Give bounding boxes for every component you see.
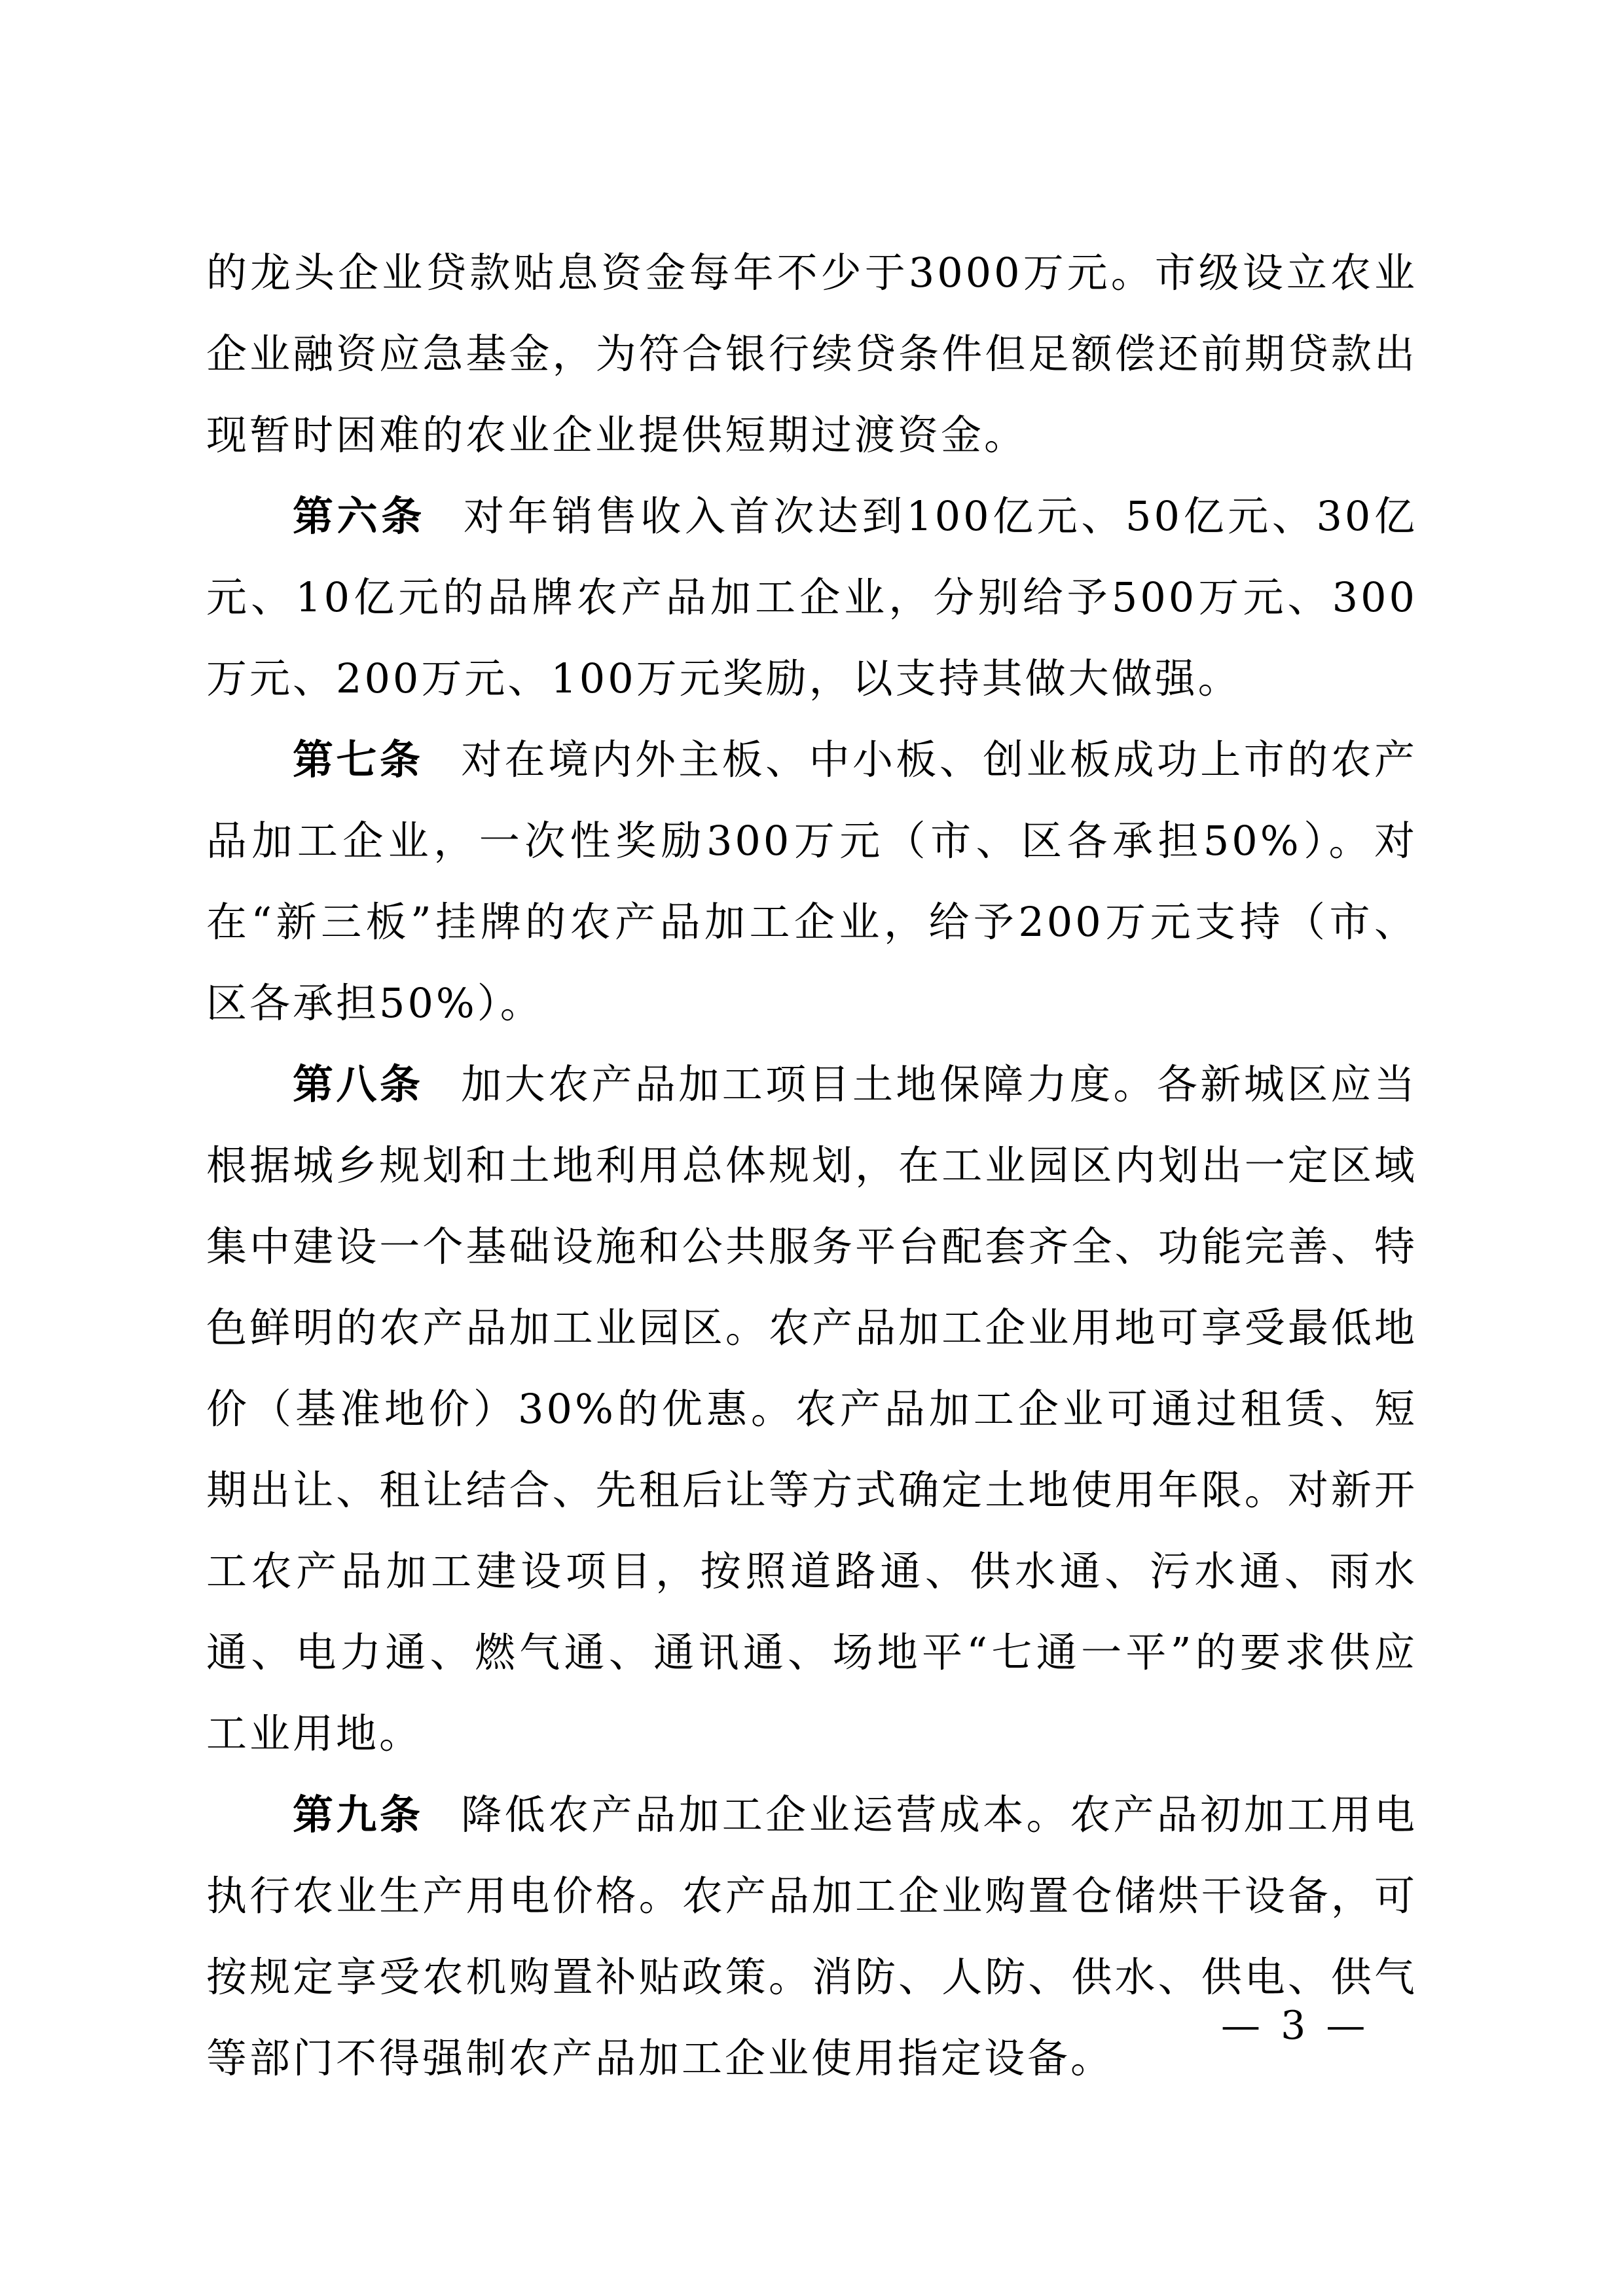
article-text: 对年销售收入首次达到100亿元、50亿元、30亿元、10亿元的品牌农产品加工企业，分别给予500万元、300万元、200万元、100万元奖励，以支持其做大做强。 (206, 492, 1417, 702)
article-9 (206, 1774, 1417, 2099)
article-6 (206, 476, 1417, 719)
article-text: 对在境内外主板、中小板、创业板成功上市的农产品加工企业，一次性奖励300万元（市、区各承担50%）。对在“新三板”挂牌的农产品加工企业，给予200万元支持（市、区各承担50%）。 (206, 736, 1417, 1027)
page-number: — 3 — (1221, 2003, 1370, 2049)
article-number: 第七条 (293, 736, 424, 783)
article-number: 第六条 (293, 492, 426, 540)
article-text: 降低农产品加工企业运营成本。农产品初加工用电执行农业生产用电价格。农产品加工企业购置仓储烘干设备，可按规定享受农机购置补贴政策。消防、人防、供水、供电、供气等部门不得强制农产品加工企业使用指定设备。 (206, 1791, 1417, 2082)
article-number: 第八条 (293, 1060, 424, 1108)
paragraph-continued (206, 232, 1417, 476)
article-number: 第九条 (293, 1791, 424, 1839)
paragraph-text: 的龙头企业贷款贴息资金每年不少于3000万元。市级设立农业企业融资应急基金，为符合银行续贷条件但足额偿还前期贷款出现暂时困难的农业企业提供短期过渡资金。 (206, 249, 1417, 459)
article-text: 加大农产品加工项目土地保障力度。各新城区应当根据城乡规划和土地利用总体规划，在工业园区内划出一定区域集中建设一个基础设施和公共服务平台配套齐全、功能完善、特色鲜明的农产品加工业园区。农产品加工企业用地可享受最低地价（基准地价）30%的优惠。农产品加工企业可通过租赁、短期出让、租让结合、先租后让等方式确定土地使用年限。对新开工农产品加工建设项目，按照道路通、供水通、污水通、雨水通、电力通、燃气通、通讯通、场地平“七通一平”的要求供应工业用地。 (206, 1060, 1417, 1757)
body-text (206, 232, 1417, 2099)
article-8 (206, 1044, 1417, 1774)
article-7 (206, 719, 1417, 1044)
